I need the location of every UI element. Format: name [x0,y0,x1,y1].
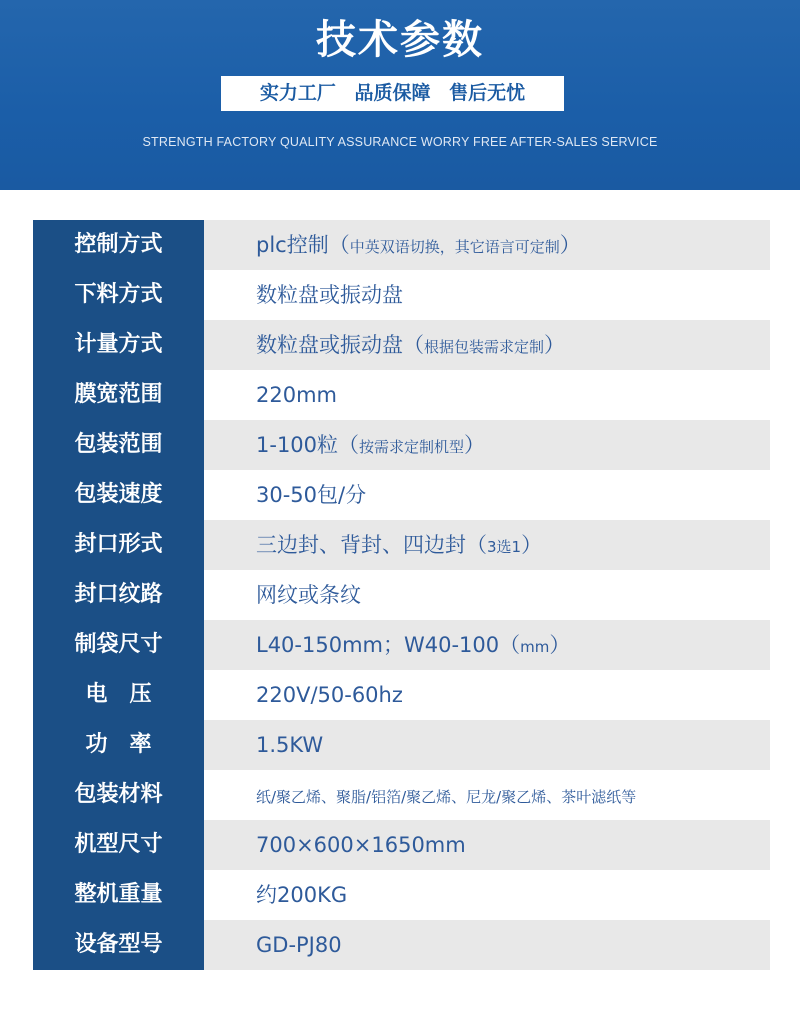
spec-label: 封口形式 [33,520,204,570]
spec-label: 封口纹路 [33,570,204,620]
spec-row-seal-pattern [33,570,770,620]
spec-row-metering [33,320,770,370]
spec-value-main: GD-PJ80 [256,933,342,957]
spec-row-weight [33,870,770,920]
spec-row-pack-range [33,420,770,470]
spec-label: 膜宽范围 [33,370,204,420]
spec-row-feeding [33,270,770,320]
spec-value-note: 纸/聚乙烯、聚脂/铝箔/聚乙烯、尼龙/聚乙烯、茶叶滤纸等 [256,788,637,806]
spec-label: 包装范围 [33,420,204,470]
spec-value-tail: ） [559,233,581,257]
spec-value-main: 30-50包/分 [256,483,367,507]
page-title: 技术参数 [316,17,484,63]
spec-row-pack-speed [33,470,770,520]
spec-value [204,720,770,770]
spec-label: 机型尺寸 [33,820,204,870]
spec-value [204,320,770,370]
spec-value [204,270,770,320]
spec-label: 计量方式 [33,320,204,370]
spec-row-film-width [33,370,770,420]
spec-value [204,670,770,720]
spec-label: 控制方式 [33,220,204,270]
spec-value-main: 220mm [256,383,337,407]
spec-value-note: 3选1 [487,538,522,556]
spec-value-main: 数粒盘或振动盘（ [256,333,424,357]
spec-value-note: 按需求定制机型 [359,438,465,456]
spec-value-main: 网纹或条纹 [256,583,361,607]
spec-label: 包装材料 [33,770,204,820]
slogan-1: 实力工厂 [259,82,336,104]
spec-label: 设备型号 [33,920,204,970]
spec-label: 整机重量 [33,870,204,920]
spec-row-machine-size [33,820,770,870]
spec-value [204,620,770,670]
spec-value-main: L40-150mm；W40-100（ [256,633,521,657]
spec-value-note: mm [520,638,550,656]
spec-value-main: 数粒盘或振动盘 [256,283,403,307]
spec-value-main: 700×600×1650mm [256,833,466,857]
spec-value [204,470,770,520]
spec-row-model [33,920,770,970]
spec-label: 功 率 [33,720,204,770]
spec-value [204,820,770,870]
spec-value-note: 根据包装需求定制 [424,338,545,356]
subtitle-en: STRENGTH FACTORY QUALITY ASSURANCE WORRY FREE AFTER-SALES SERVICE [142,135,658,149]
spec-row-voltage [33,670,770,720]
slogan-2: 品质保障 [354,82,431,104]
spec-value [204,520,770,570]
spec-value [204,420,770,470]
header-banner [0,0,800,190]
spec-value-main: 220V/50-60hz [256,683,403,707]
spec-value [204,920,770,970]
slogan-3: 售后无忧 [449,82,526,104]
spec-value [204,770,770,820]
spec-value-tail: ） [464,433,486,457]
spec-value [204,870,770,920]
spec-label: 电 压 [33,670,204,720]
spec-label: 制袋尺寸 [33,620,204,670]
spec-value-main: 约200KG [256,883,348,907]
spec-row-material [33,770,770,820]
spec-label: 包装速度 [33,470,204,520]
spec-value-tail: ） [549,633,571,657]
spec-value-main: 1-100粒（ [256,433,360,457]
spec-value-note: 中英双语切换，其它语言可定制 [349,238,560,256]
spec-row-power [33,720,770,770]
spec-row-control [33,220,770,270]
spec-value-main: 1.5KW [256,733,324,757]
spec-value-main: plc控制（ [256,233,350,257]
spec-row-bag-size [33,620,770,670]
spec-value [204,570,770,620]
spec-value [204,370,770,420]
slogan-box [221,76,564,111]
spec-value [204,220,770,270]
spec-row-seal-type [33,520,770,570]
spec-label: 下料方式 [33,270,204,320]
spec-value-tail: ） [544,333,566,357]
spec-value-main: 三边封、背封、四边封（ [256,533,487,557]
spec-value-tail: ） [521,533,543,557]
